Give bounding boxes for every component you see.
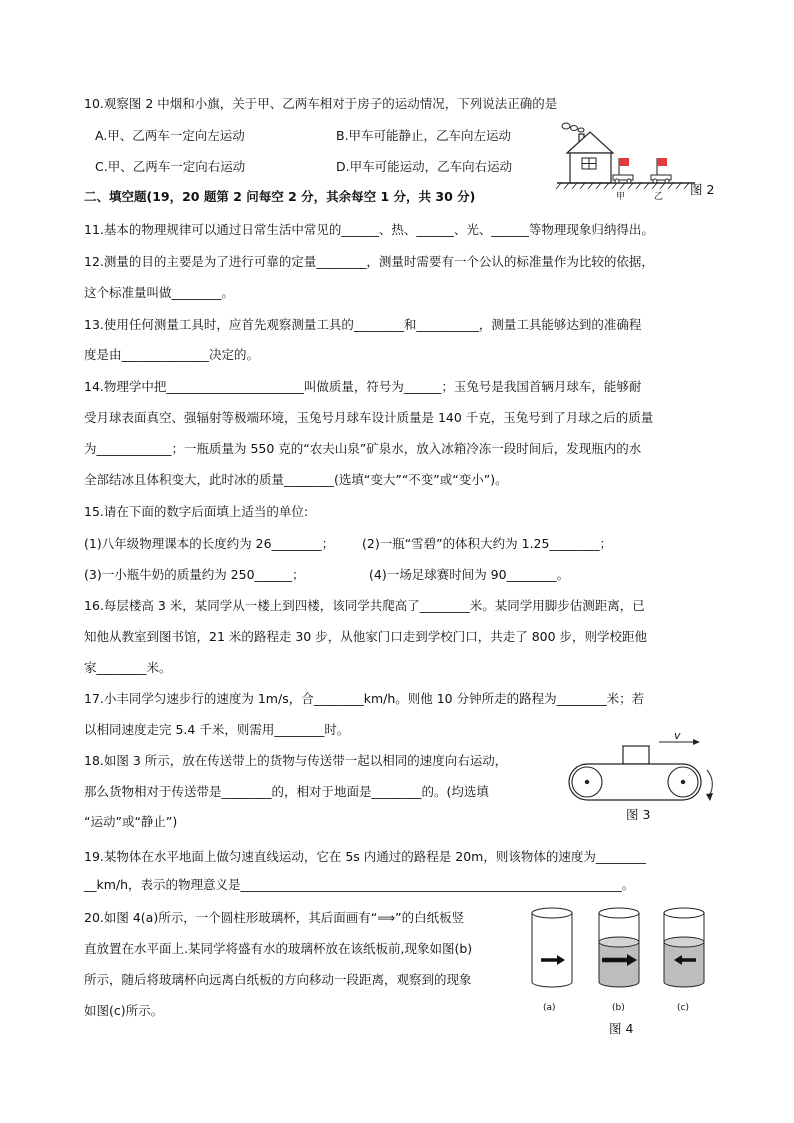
q18-line2: 那么货物相对于传送带是________的，相对于地面是________的。(均选填 — [84, 784, 489, 799]
q19-line1: 19.某物体在水平地面上做匀速直线运动，它在 5s 内通过的路程是 20m，则该物体的速度为________ — [84, 849, 646, 864]
q16-line3: 家________米。 — [84, 660, 172, 675]
q11-line1: 11.基本的物理规律可以通过日常生活中常见的______、热、______、光、______等物理现象归纳得出。 — [84, 222, 654, 237]
q16-line1: 16.每层楼高 3 米，某同学从一楼上到四楼，该同学共爬高了________米。某同学用脚步估测距离，已 — [84, 598, 645, 613]
q12-line1: 12.测量的目的主要是为了进行可靠的定量________，测量时需要有一个公认的标准量作为比较的依据， — [84, 254, 654, 269]
q18-line1: 18.如图 3 所示，放在传送带上的货物与传送带一起以相同的速度向右运动， — [84, 753, 508, 768]
q14-line2: 受月球表面真空、强辐射等极端环境，玉兔号月球车设计质量是 140 千克，玉兔号到了月球之后的质量 — [84, 410, 654, 425]
q15-line1: 15.请在下面的数字后面填上适当的单位: — [84, 504, 309, 519]
velocity-label: v — [674, 729, 681, 742]
q15-part4: (4)一场足球赛时间为 90________。 — [369, 567, 570, 582]
glass-b-caption: (b) — [612, 1003, 625, 1013]
q15-part2: (2)一瓶“雪碧”的体积大约为 1.25________； — [362, 536, 612, 551]
q10-option-b: B.甲车可能静止，乙车向左运动 — [336, 128, 512, 143]
q10-stem: 10.观察图 2 中烟和小旗，关于甲、乙两车相对于房子的运动情况，下列说法正确的是 — [84, 96, 558, 111]
q17-line2: 以相同速度走完 5.4 千米，则需用________时。 — [84, 722, 350, 737]
section-2-title: 二、填空题(19，20 题第 2 问每空 2 分，其余每空 1 分，共 30 分) — [84, 189, 476, 204]
q20-line2: 直放置在水平面上.某同学将盛有水的玻璃杯放在该纸板前,现象如图(b) — [84, 941, 473, 956]
glass-a-caption: (a) — [543, 1003, 556, 1013]
q20-line1: 20.如图 4(a)所示，一个圆柱形玻璃杯，其后面画有“⟹”的白纸板竖 — [84, 910, 465, 925]
q18-line3: “运动”或“静止”) — [84, 814, 178, 829]
figure-4-caption: 图 4 — [609, 1021, 634, 1036]
q13-line2: 度是由______________决定的。 — [84, 347, 260, 362]
q15-part3: (3)一小瓶牛奶的质量约为 250______； — [84, 567, 305, 582]
car-jia-label: 甲 — [616, 192, 626, 202]
q16-line2: 知他从教室到图书馆，21 米的路程走 30 步，从他家门口走到学校门口，共走了 800 步，则学校距他 — [84, 629, 648, 644]
q10-option-a: A.甲、乙两车一定向左运动 — [95, 128, 245, 143]
q14-line1: 14.物理学中把______________________叫做质量，符号为______；玉兔号是我国首辆月球车，能够耐 — [84, 379, 642, 394]
q17-line1: 17.小丰同学匀速步行的速度为 1m/s，合________km/h。则他 10 分钟所走的路程为________米；若 — [84, 691, 645, 706]
q15-part1: (1)八年级物理课本的长度约为 26________； — [84, 536, 335, 551]
figure-2-caption: 图 2 — [690, 182, 715, 197]
q13-line1: 13.使用任何测量工具时，应首先观察测量工具的________和__________，测量工具能够达到的准确程 — [84, 317, 642, 332]
q10-option-d: D.甲车可能运动，乙车向右运动 — [336, 159, 513, 174]
glass-c — [664, 908, 704, 987]
q19-line2: __km/h，表示的物理意义是_____________________________________________________________。 — [84, 877, 635, 892]
q20-line4: 如图(c)所示。 — [84, 1003, 164, 1018]
q12-line2: 这个标准量叫做________。 — [84, 285, 235, 300]
figure-4-glasses — [524, 900, 714, 1000]
q20-line3: 所示，随后将玻璃杯向远离白纸板的方向移动一段距离，观察到的现象 — [84, 972, 472, 987]
figure-3-caption: 图 3 — [626, 807, 651, 822]
glass-b — [599, 908, 639, 987]
glass-a — [532, 908, 572, 987]
q14-line3: 为____________；一瓶质量为 550 克的“农夫山泉”矿泉水，放入冰箱冷冻一段时间后，发现瓶内的水 — [84, 441, 642, 456]
glass-c-caption: (c) — [677, 1003, 689, 1013]
car-yi-label: 乙 — [654, 192, 664, 202]
figure-3-conveyor — [563, 728, 723, 808]
q14-line4: 全部结冰且体积变大，此时冰的质量________(选填“变大”“不变”或“变小”)。 — [84, 472, 508, 487]
q10-option-c: C.甲、乙两车一定向右运动 — [95, 159, 246, 174]
